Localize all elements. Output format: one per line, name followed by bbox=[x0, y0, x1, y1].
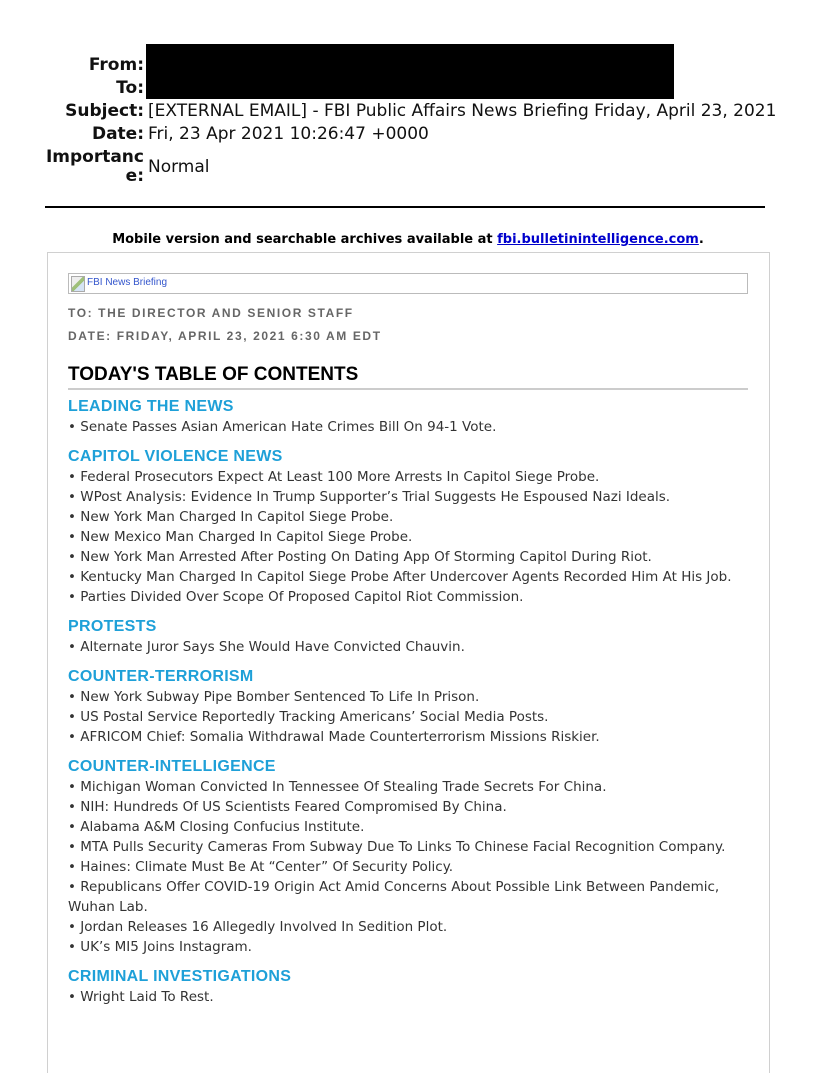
importance-label-line1: Importanc bbox=[45, 147, 144, 167]
redaction-block bbox=[146, 44, 674, 99]
toc-item[interactable]: • Parties Divided Over Scope Of Proposed Capitol Riot Commission. bbox=[68, 589, 524, 605]
toc-item[interactable]: • Wright Laid To Rest. bbox=[68, 989, 214, 1005]
meta-to: TO: THE DIRECTOR AND SENIOR STAFF bbox=[68, 306, 354, 320]
toc-item[interactable]: • WPost Analysis: Evidence In Trump Supporter’s Trial Suggests He Espoused Nazi Ideals. bbox=[68, 489, 671, 505]
section-heading-protests[interactable]: PROTESTS bbox=[68, 618, 157, 635]
toc-item[interactable]: • New York Man Arrested After Posting On Dating App Of Storming Capitol During Riot. bbox=[68, 549, 652, 565]
toc-item[interactable]: • UK’s MI5 Joins Instagram. bbox=[68, 939, 252, 955]
toc-item[interactable]: • US Postal Service Reportedly Tracking Americans’ Social Media Posts. bbox=[68, 709, 549, 725]
toc-item[interactable]: • Haines: Climate Must Be At “Center” Of Security Policy. bbox=[68, 859, 454, 875]
mobile-notice bbox=[45, 232, 771, 247]
importance-label-line2: e: bbox=[125, 166, 144, 186]
date-label: Date: bbox=[91, 124, 144, 144]
toc-title: TODAY'S TABLE OF CONTENTS bbox=[68, 364, 748, 390]
from-label: From: bbox=[88, 55, 144, 75]
section-heading-counter-terrorism[interactable]: COUNTER-TERRORISM bbox=[68, 668, 254, 685]
toc-item[interactable]: • Jordan Releases 16 Allegedly Involved In Sedition Plot. bbox=[68, 919, 448, 935]
toc-item[interactable]: • Republicans Offer COVID-19 Origin Act Amid Concerns About Possible Link Between Pandemic, Wuhan Lab. bbox=[68, 879, 720, 915]
section-heading-criminal-investigations[interactable]: CRIMINAL INVESTIGATIONS bbox=[68, 968, 292, 985]
toc-item[interactable]: • Federal Prosecutors Expect At Least 100 More Arrests In Capitol Siege Probe. bbox=[68, 469, 600, 485]
toc-item[interactable]: • New York Man Charged In Capitol Siege Probe. bbox=[68, 509, 394, 525]
toc-item[interactable]: • AFRICOM Chief: Somalia Withdrawal Made Counterterrorism Missions Riskier. bbox=[68, 729, 600, 745]
header-divider bbox=[45, 206, 765, 208]
toc-item[interactable]: • Alabama A&M Closing Confucius Institute. bbox=[68, 819, 365, 835]
importance-value: Normal bbox=[148, 157, 210, 177]
mobile-notice-text: Mobile version and searchable archives available at bbox=[112, 232, 498, 247]
toc-item[interactable]: • NIH: Hundreds Of US Scientists Feared Compromised By China. bbox=[68, 799, 507, 815]
broken-image-icon bbox=[71, 276, 85, 292]
subject-label: Subject: bbox=[65, 101, 144, 121]
banner-alt-text: FBI News Briefing bbox=[87, 277, 168, 288]
to-label: To: bbox=[116, 78, 144, 98]
importance-label bbox=[40, 148, 144, 186]
toc-item[interactable]: • MTA Pulls Security Cameras From Subway Due To Links To Chinese Facial Recognition Company. bbox=[68, 839, 726, 855]
banner-image bbox=[68, 273, 748, 294]
meta-date: DATE: FRIDAY, APRIL 23, 2021 6:30 AM EDT bbox=[68, 329, 382, 343]
toc-item[interactable]: • Kentucky Man Charged In Capitol Siege Probe After Undercover Agents Recorded Him At His Job. bbox=[68, 569, 732, 585]
toc-item[interactable]: • New Mexico Man Charged In Capitol Siege Probe. bbox=[68, 529, 413, 545]
mobile-notice-suffix: . bbox=[698, 232, 704, 247]
toc-item[interactable]: • New York Subway Pipe Bomber Sentenced To Life In Prison. bbox=[68, 689, 480, 705]
subject-value: [EXTERNAL EMAIL] - FBI Public Affairs News Briefing Friday, April 23, 2021 bbox=[148, 101, 777, 121]
section-heading-capitol-violence[interactable]: CAPITOL VIOLENCE NEWS bbox=[68, 448, 283, 465]
toc-item[interactable]: • Senate Passes Asian American Hate Crimes Bill On 94-1 Vote. bbox=[68, 419, 497, 435]
section-heading-counter-intelligence[interactable]: COUNTER-INTELLIGENCE bbox=[68, 758, 276, 775]
archive-link[interactable]: fbi.bulletinintelligence.com bbox=[497, 232, 699, 247]
section-heading-leading-news[interactable]: LEADING THE NEWS bbox=[68, 398, 234, 415]
toc-item[interactable]: • Alternate Juror Says She Would Have Convicted Chauvin. bbox=[68, 639, 465, 655]
toc-item[interactable]: • Michigan Woman Convicted In Tennessee Of Stealing Trade Secrets For China. bbox=[68, 779, 607, 795]
date-value: Fri, 23 Apr 2021 10:26:47 +0000 bbox=[148, 124, 429, 144]
